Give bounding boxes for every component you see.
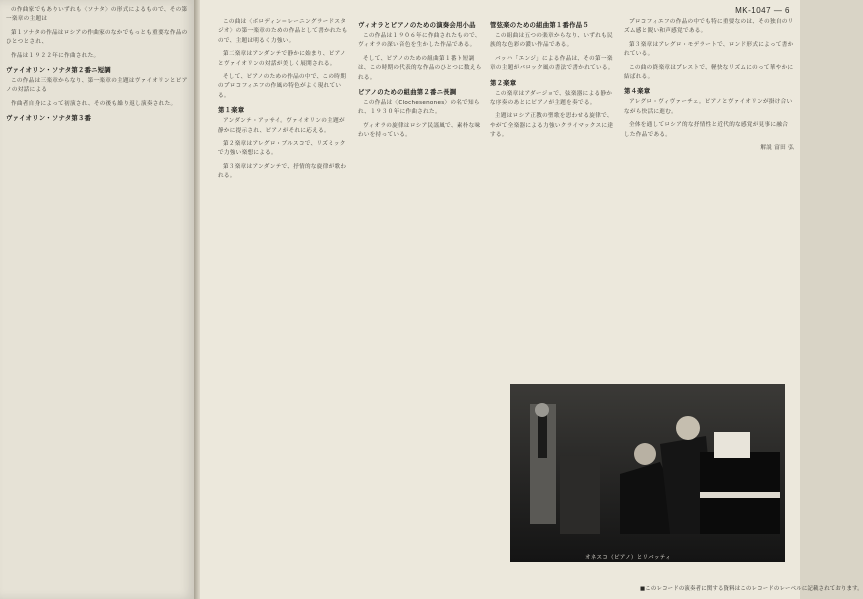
left-paragraph: 作品は１９２２年に作曲された。 [11, 52, 100, 59]
left-heading-sonata-3: ヴァイオリン・ソナタ第３番 [6, 114, 92, 123]
studio-chair [560, 456, 600, 534]
commentary-credit: 解説 富田 弘 [760, 145, 794, 152]
footer [200, 578, 863, 599]
catalog-number: MK-1047 [735, 6, 772, 15]
column-4-sub-paragraph: 全体を通してロシア的な抒情性と近代的な感覚が見事に融合した作品である。 [624, 122, 789, 138]
column-2-sub-paragraph: ヴィオラの旋律はロシア民謡風で、素朴な味わいを持っている。 [358, 122, 481, 139]
column-1-paragraph: そして、ピアノのための作品の中で、この時期のプロコフィエフの作風の特色がよく現れている。 [218, 74, 347, 99]
column-1-paragraph: 第二楽章はアンダンテで静かに始まり、ピアノとヴァイオリンの対話が美しく展開される。 [218, 51, 346, 67]
left-page [0, 0, 196, 599]
piano-keys [700, 492, 780, 498]
column-3-paragraph: バッハ「エンジ」による作品は、その第一楽章の主題がバロック風の書法で書かれている。 [490, 55, 614, 72]
studio-photo [510, 384, 785, 562]
text-column-4 [624, 18, 794, 153]
photo-caption: オネスコ（ピアノ）とリバッティ [585, 555, 671, 561]
column-4-sub-paragraph: アレグロ・ヴィヴァーチェ。ピアノとヴァイオリンが掛け合いながら快活に進む。 [624, 99, 793, 115]
left-paragraph: 作曲者自身によって初演され、その後も繰り返し演奏された。 [11, 100, 177, 107]
column-3-heading: 管弦楽のための組曲第１番作品５ [490, 21, 589, 29]
column-1-sub-paragraph: アンダンテ・アッサイ。ヴァイオリンの主題が静かに提示され、ピアノがそれに応える。 [218, 118, 345, 134]
text-column-3 [490, 18, 618, 145]
column-2-paragraph: そして、ピアノのための組曲第１番ト短調は、この時期の代表的な作品のひとつに数えられる。 [358, 55, 482, 81]
column-3-paragraph: この組曲は五つの楽章からなり、いずれも民族的な色彩の濃い作品である。 [490, 33, 613, 49]
left-paragraph: 第１ソナタの作品はロシアの作曲家のなかでもっとも重要な作品のひとつとされ、 [6, 29, 188, 46]
column-1-paragraph: この曲は〈ボロディン＝レーニングラードスタジオ〉の第一楽章のための作品として書かれたもので、主題は明るく力強い。 [218, 19, 348, 44]
column-1-sub-paragraph: 第３楽章はアンダンテで、抒情的な旋律が歌われる。 [218, 163, 347, 180]
column-1-sub-paragraph: 第２楽章はアレグロ・ブルスコで、リズミックで力強い楽想による。 [218, 141, 346, 157]
left-page-column [6, 6, 190, 125]
sheet-music [714, 432, 750, 458]
pianist-head [676, 416, 700, 440]
column-4-paragraph: この曲の終楽章はプレストで、軽快なリズムにのって華やかに結ばれる。 [624, 64, 794, 81]
violinist-head [634, 443, 656, 465]
footer-note: ■このレコードの演奏者に関する資料はこのレコードのレーベルに記載されております。 [640, 586, 863, 592]
column-3-sub-paragraph: 主題はロシア正教の聖歌を思わせる旋律で、やがて全楽器による力強いクライマックスに達する。 [490, 113, 614, 139]
microphone-stand [538, 414, 547, 458]
left-paragraph: の作曲家でもありいずれも〈ソナタ〉の形式によるもので、その第一楽章の主題は [6, 7, 188, 23]
page-number: 6 [785, 6, 790, 15]
text-column-2 [358, 18, 482, 145]
microphone-head [535, 403, 549, 417]
column-4-sub-heading: 第４楽章 [624, 87, 651, 96]
left-heading-sonata-2: ヴァイオリン・ソナタ第２番ニ短調 [6, 66, 111, 75]
column-2-heading: ヴィオラとピアノのための演奏会用小品 [358, 21, 476, 29]
column-2-sub-heading: ピアノのための組曲第２番ニ長調 [358, 88, 457, 97]
column-1-sub-heading: 第１楽章 [218, 106, 245, 115]
catalog-header [735, 6, 790, 15]
column-3-sub-paragraph: この楽章はアダージョで、弦楽器による静かな序奏のあとにピアノが主題を奏でる。 [490, 90, 613, 107]
left-paragraph: この作品は三楽章からなり、第一楽章の主題はヴァイオリンとピアノの対話による [6, 78, 188, 94]
studio-photo-illustration [510, 384, 785, 562]
column-4-paragraph: 第３楽章はアレグロ・モデラートで、ロンド形式によって書かれている。 [624, 41, 794, 58]
column-2-paragraph: この作品は１９０６年に作曲されたもので、ヴィオラの深い音色を生かした作品である。 [358, 33, 481, 49]
column-2-sub-paragraph: この作品は〈Clochesenones〉の名で知られ、１９３０年に作曲された。 [358, 100, 480, 116]
column-4-paragraph: プロコフィエフの作品の中でも特に重要なのは、その独自のリズム感と鋭い和声感覚である。 [624, 19, 794, 35]
column-3-sub-heading: 第２楽章 [490, 78, 517, 87]
text-column-1 [218, 18, 350, 186]
catalog-separator: — [773, 6, 783, 15]
